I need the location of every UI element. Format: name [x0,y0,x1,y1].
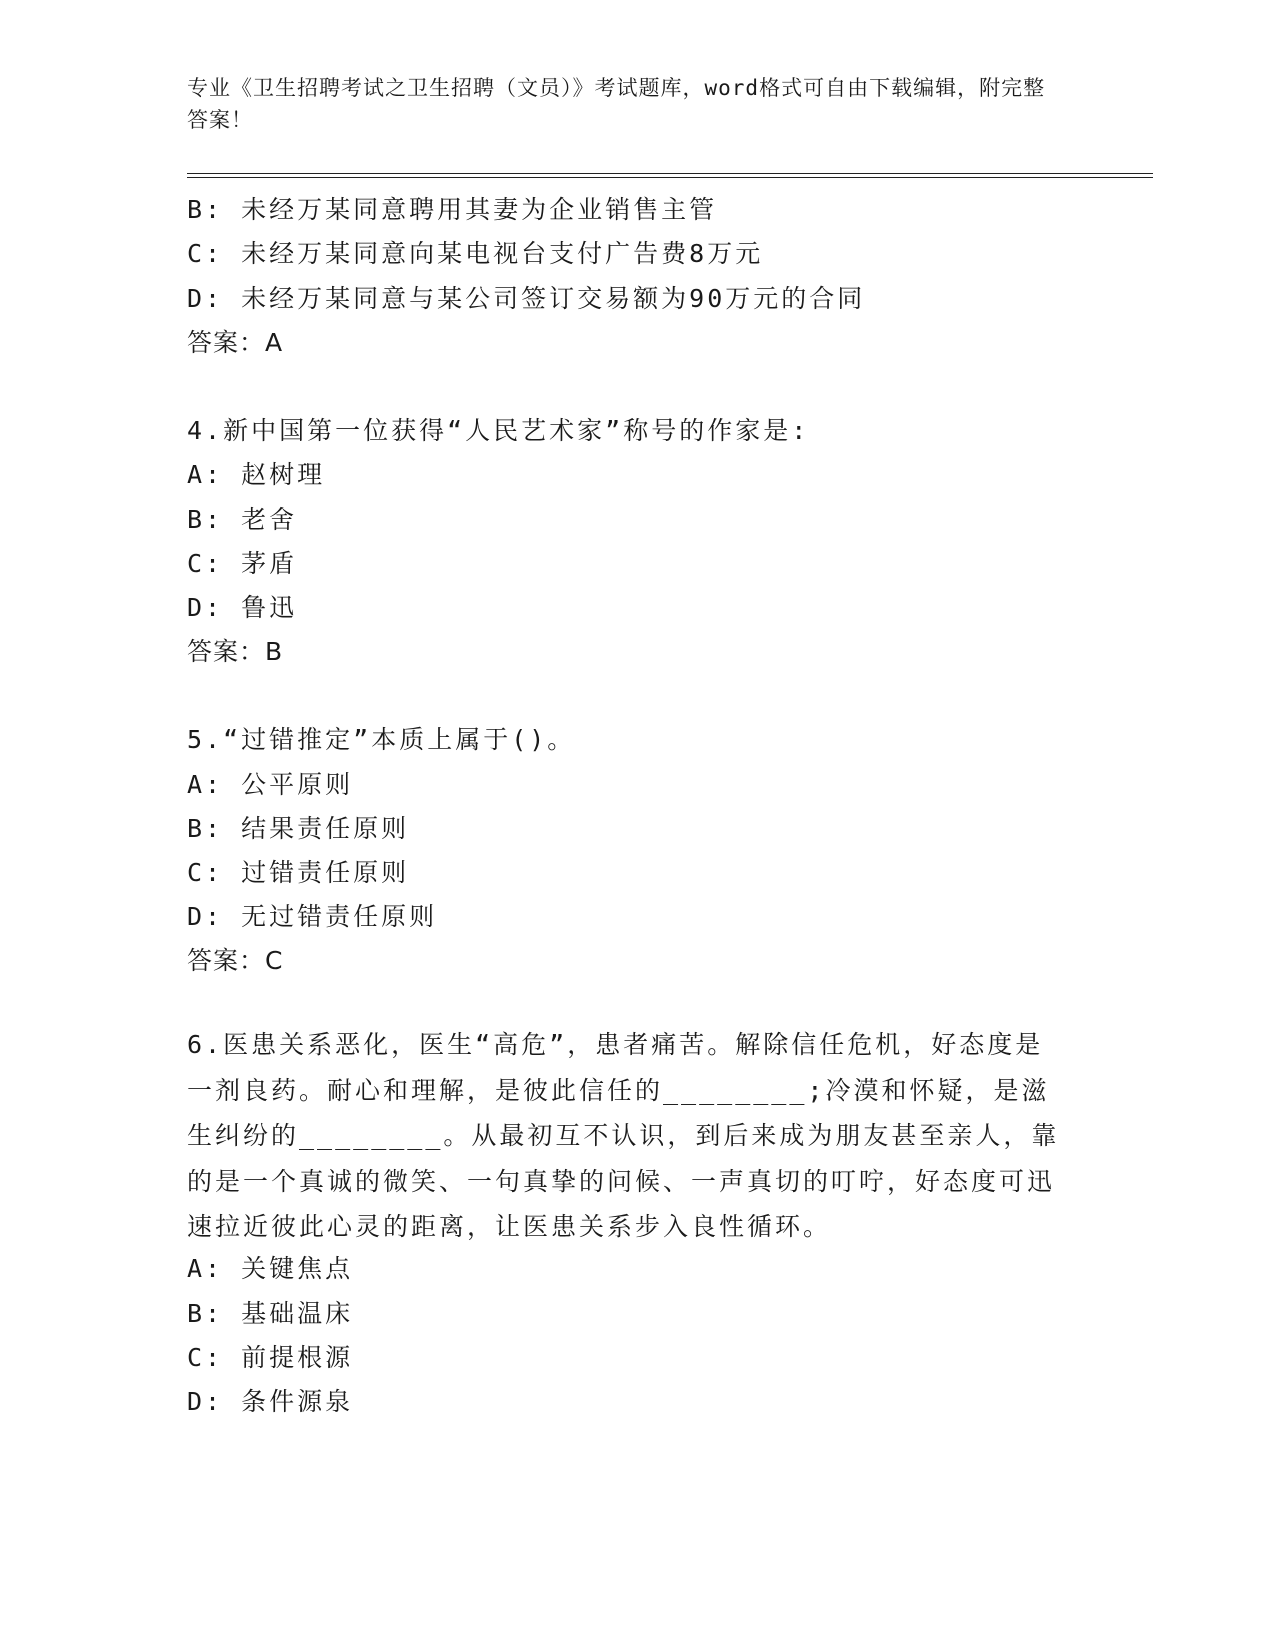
q5-option-d: D: 无过错责任原则 [187,902,438,931]
q6-option-a: A: 关键焦点 [187,1254,354,1283]
q6-question: 6.医患关系恶化，医生“高危”，患者痛苦。解除信任危机，好态度是一剂良药。耐心和理解，是彼此信任的________;冷漠和怀疑，是滋生纠纷的________。从最初互不认识，到后来成为朋友甚至亲人，靠的是一个真诚的微笑、一句真挚的问候、一声真切的叮咛，好态度可迅速拉近彼此心灵的距离，让医患关系步入良性循环。 [187,1030,1060,1241]
q5-option-c: C: 过错责任原则 [187,858,410,887]
q4-option-c: C: 茅盾 [187,549,298,578]
q6-option-d: D: 条件源泉 [187,1387,354,1416]
q4-answer: 答案：B [187,637,284,666]
q6-option-b: B: 基础温床 [187,1299,354,1328]
q4-question: 4.新中国第一位获得“人民艺术家”称号的作家是: [187,416,810,445]
q4-option-d: D: 鲁迅 [187,593,298,622]
header-rule-top [187,173,1153,174]
q3-answer: 答案：A [187,328,284,357]
q5-option-b: B: 结果责任原则 [187,814,410,843]
document-header: 专业《卫生招聘考试之卫生招聘（文员）》考试题库，word格式可自由下载编辑，附完整答案！ [187,76,1046,132]
q4-option-a: A: 赵树理 [187,460,326,489]
q5-option-a: A: 公平原则 [187,770,354,799]
q6-option-c: C: 前提根源 [187,1343,354,1372]
q3-option-c: C: 未经万某同意向某电视台支付广告费8万元 [187,239,764,268]
q5-answer: 答案：C [187,946,284,975]
q4-option-b: B: 老舍 [187,505,298,534]
q5-question: 5.“过错推定”本质上属于()。 [187,725,576,754]
q3-option-d: D: 未经万某同意与某公司签订交易额为90万元的合同 [187,284,866,313]
header-rule-bottom [187,177,1153,178]
q3-option-b: B: 未经万某同意聘用其妻为企业销售主管 [187,195,718,224]
